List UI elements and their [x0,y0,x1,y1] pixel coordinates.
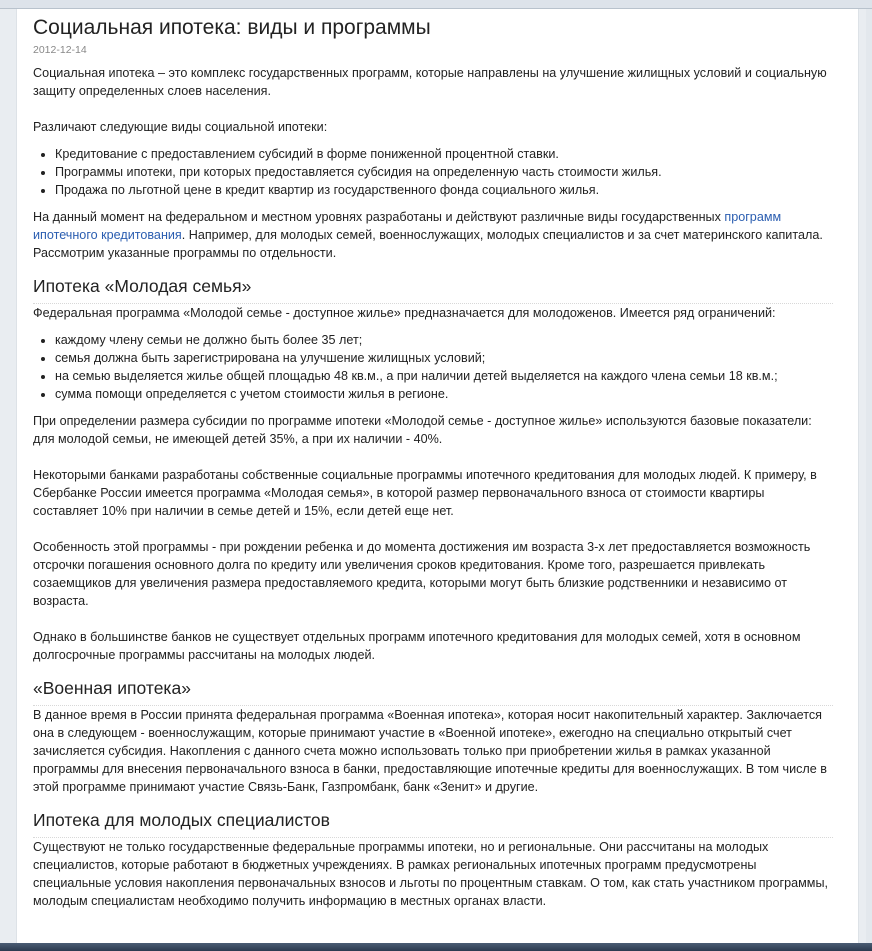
list-item: • Кредитование с предоставлением субсидий в форме пониженной процентной ставки. [55,145,833,163]
paragraph: Существуют не только государственные федеральные программы ипотеки, но и региональные. Они рассчитаны на молодых специалистов, которые работают в бюджетных учреждениях. В рамках региональных ипотечных программ предусмотрены специальные условия накопления первоначальных взносов и льготы по процентным ставкам. О том, как стать участником программы, молодым специалистам необходимо получить информацию в местных органах власти. [33,840,828,908]
programs-paragraph [33,208,833,262]
paragraph [33,412,833,664]
text: Однако в большинстве банков не существует отдельных программ ипотечного кредитования для молодых семей, хотя в основном долгосрочные программы рассчитаны на молодых людей. [33,630,801,662]
list-item: • сумма помощи определяется с учетом стоимости жилья в регионе. [55,385,833,403]
taskbar [0,943,872,951]
text: . Например, для молодых семей, военнослужащих, молодых специалистов и за счет материнского капитала. Рассмотрим указанные программы по отдельности. [33,228,823,260]
page-title: Социальная ипотека: виды и программы [33,16,431,39]
types-lead: Различают следующие виды социальной ипотеки: [33,120,328,134]
types-list [33,145,833,199]
section-heading-young-specialists: Ипотека для молодых специалистов [33,805,833,838]
article-panel [16,9,859,943]
paragraph: В данное время в России принята федеральная программа «Военная ипотека», которая носит накопительный характер. Заключается она в следующем - военнослужащим, которые принимают участие в «Военной ипотеке», ежегодно на специально открытый счет зачисляется субсидия. Накопления с данного счета можно использовать только при приобретении жилья в рамках указанной программы для внесения первоначального взноса в банки, предоставляющие ипотечные кредиты для военнослужащих. В том числе в этой программе принимают участие Связь-Банк, Газпромбанк, банк «Зенит» и другие. [33,708,827,794]
intro-text: Социальная ипотека – это комплекс государственных программ, которые направлены на улучшение жилищных условий и социальную защиту определенных слоев населения. [33,66,827,98]
browser-toolbar-edge [0,0,872,9]
text: При определении размера субсидии по программе ипотеки «Молодой семье - доступное жилье» используются базовые показатели: для молодой семьи, не имеющей детей 35%, а при их наличии - 40%. [33,414,812,446]
intro-paragraph [33,64,833,136]
publish-date: 2012-12-14 [33,44,87,56]
restrictions-list [33,331,833,403]
list-item: • каждому члену семьи не должно быть более 35 лет; [55,331,833,349]
paragraph: Федеральная программа «Молодой семье - доступное жилье» предназначается для молодоженов. Имеется ряд ограничений: [33,306,776,320]
section-heading-young-family: Ипотека «Молодая семья» [33,271,833,304]
list-item: • семья должна быть зарегистрирована на улучшение жилищных условий; [55,349,833,367]
list-item: • Программы ипотеки, при которых предоставляется субсидия на определенную часть стоимости жилья. [55,163,833,181]
mortgage-programs-link[interactable]: программ ипотечного кредитования [33,210,782,242]
text: Особенность этой программы - при рождении ребенка и до момента достижения им возраста 3-х лет предоставляется возможность отсрочки погашения основного долга по кредиту или увеличения сроков кредитования. Кроме того, разрешается привлекать созаемщиков для увеличения размера предоставляемого кредита, которыми могут быть близкие родственники и независимо от возраста. [33,540,811,608]
section-heading-military: «Военная ипотека» [33,673,833,706]
list-item: • Продажа по льготной цене в кредит квартир из государственного фонда социального жилья. [55,181,833,199]
list-item: • на семью выделяется жилье общей площадью 48 кв.м., а при наличии детей выделяется на каждого члена семьи 18 кв.м.; [55,367,833,385]
text: Некоторыми банками разработаны собственные социальные программы ипотечного кредитования для молодых людей. К примеру, в Сбербанке России имеется программа «Молодая семья», в которой размер первоначального взноса от стоимости квартиры составляет 10% при наличии в семье детей и 15%, если детей еще нет. [33,468,817,518]
text: На данный момент на федеральном и местном уровнях разработаны и действуют различные виды государственных [33,210,725,224]
scrollbar[interactable] [866,9,872,943]
article [33,15,833,919]
